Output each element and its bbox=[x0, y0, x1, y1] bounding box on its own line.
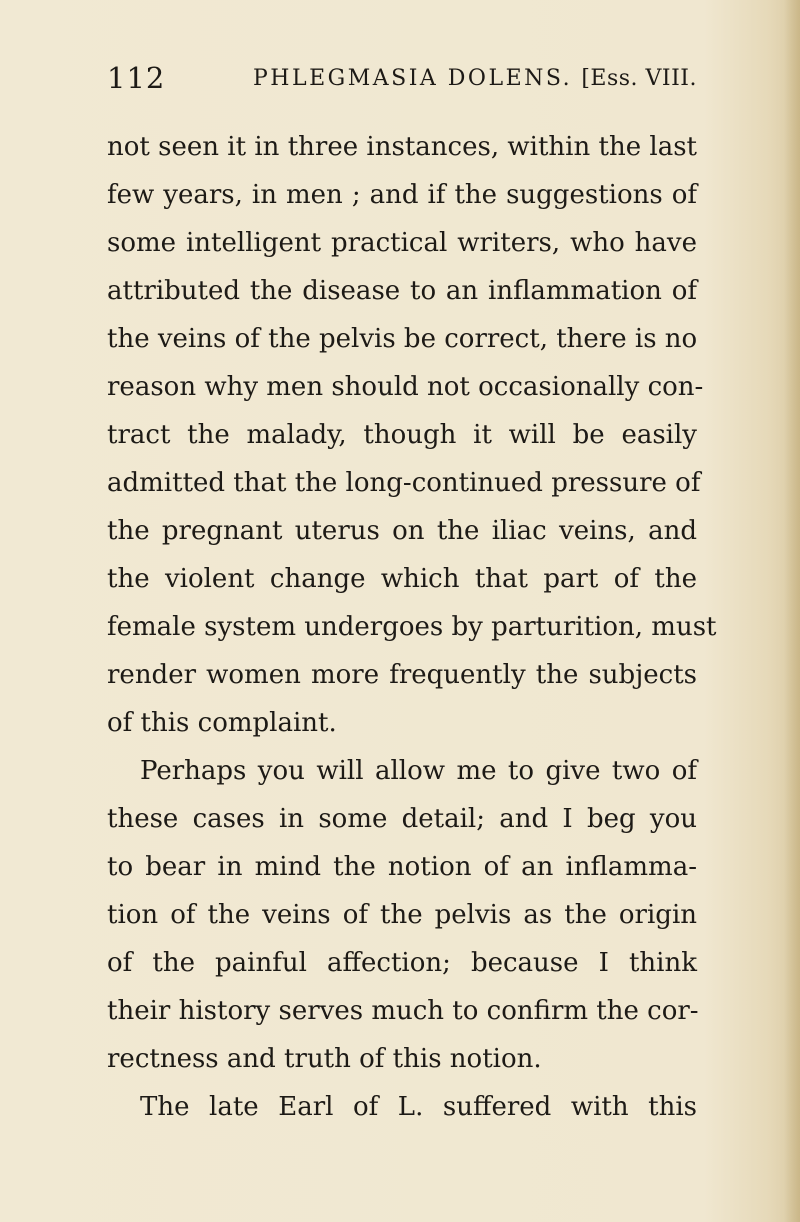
text-line: rectness and truth of this notion. bbox=[107, 1044, 542, 1074]
text-line: the veins of the pelvis be correct, there is no bbox=[107, 324, 698, 354]
text-line: render women more frequently the subjects bbox=[107, 660, 697, 690]
text-line: to bear in mind the notion of an inflamma- bbox=[107, 852, 697, 882]
text-line: reason why men should not occasionally con- bbox=[107, 372, 704, 402]
text-line: some intelligent practical writers, who have bbox=[107, 228, 697, 258]
text-line: these cases in some detail; and I beg you bbox=[107, 804, 697, 834]
running-head bbox=[107, 60, 697, 96]
page-number: 112 bbox=[107, 61, 166, 95]
text-line: tract the malady, though it will be easily bbox=[107, 420, 697, 450]
page-edge-shadow bbox=[784, 0, 800, 1222]
text-line: The late Earl of L. suffered with this bbox=[140, 1092, 697, 1122]
text-line: the pregnant uterus on the iliac veins, and bbox=[107, 516, 697, 546]
running-title: PHLEGMASIA DOLENS. bbox=[253, 66, 573, 91]
text-line: the violent change which that part of the bbox=[107, 564, 697, 594]
text-line: female system undergoes by parturition, must bbox=[107, 612, 717, 642]
text-line: Perhaps you will allow me to give two of bbox=[140, 756, 697, 786]
section-mark: [Ess. VIII. bbox=[581, 66, 697, 91]
text-line: of the painful affection; because I think bbox=[107, 948, 697, 978]
text-line: their history serves much to confirm the cor- bbox=[107, 996, 699, 1026]
text-line: of this complaint. bbox=[107, 708, 337, 738]
text-line: few years, in men ; and if the suggestions of bbox=[107, 180, 697, 210]
text-line: not seen it in three instances, within the last bbox=[107, 132, 697, 162]
text-line: admitted that the long-continued pressure of bbox=[107, 468, 701, 498]
text-line: attributed the disease to an inflammation of bbox=[107, 276, 697, 306]
text-line: tion of the veins of the pelvis as the origin bbox=[107, 900, 697, 930]
